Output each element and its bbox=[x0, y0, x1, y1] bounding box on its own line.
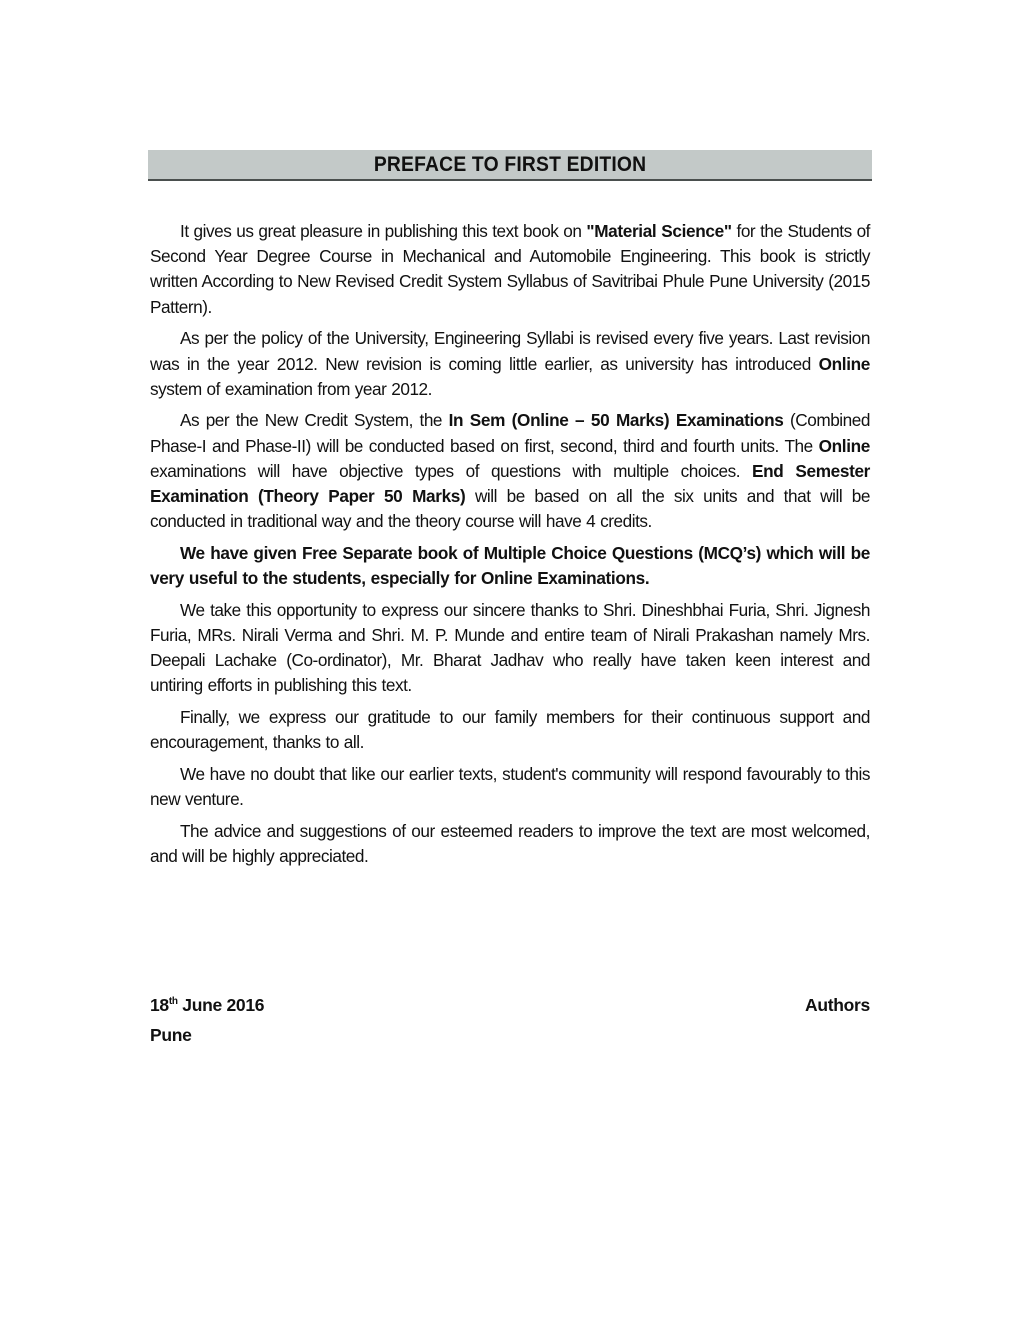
text: examinations will have objective types of questions with multiple choices. bbox=[150, 460, 752, 481]
paragraph bbox=[150, 326, 870, 402]
authors-label: Authors bbox=[805, 995, 870, 1015]
bold-text: Online bbox=[818, 353, 870, 374]
text: As per the New Credit System, the bbox=[180, 410, 449, 431]
place: Pune bbox=[150, 1025, 192, 1045]
preface-body bbox=[150, 219, 870, 876]
bold-text: Online bbox=[818, 435, 870, 456]
page-title-bar bbox=[148, 150, 872, 181]
bold-text: "Material Science" bbox=[586, 221, 732, 241]
text: We have no doubt that like our earlier texts, student's community will respond favourably to this new venture. bbox=[150, 764, 870, 810]
text: (Combined Phase-I and Phase-II) will be conducted based on first, second, third and fourth units. The bbox=[150, 410, 871, 456]
text: We take this opportunity to express our sincere thanks to Shri. Dineshbhai Furia, Shri. Jignesh Furia, MRs. Nirali Verma and Shri. M. P. Munde and entire team of Nirali Prakashan namely Mrs. Deepali Lachake (Co-ordinator), Mr. Bharat Jadhav who really have taken keen interest and untiring efforts in publishing this text. bbox=[150, 599, 870, 696]
text: As per the policy of the University, Engineering Syllabi is revised every five years. Last revision was in the year 2012. New revision is coming little earlier, as university has introduced bbox=[150, 328, 870, 374]
paragraph bbox=[150, 705, 870, 755]
bold-text: We have given Free Separate book of Multiple Choice Questions (MCQ’s) which will be very useful to the students, especially for Online Examinations. bbox=[150, 542, 870, 589]
text: The advice and suggestions of our esteemed readers to improve the text are most welcomed, and will be highly appreciated. bbox=[150, 820, 870, 867]
paragraph bbox=[150, 408, 870, 534]
text: for the Students of Second Year Degree Course in Mechanical and Automobile Engineering. This book is strictly written According to New Revised Credit System Syllabus of Savitribai Phule Pune University (2015 Pattern). bbox=[150, 221, 870, 317]
date: 18th June 2016 bbox=[150, 995, 265, 1015]
signature-block bbox=[150, 995, 870, 1046]
paragraph bbox=[150, 219, 870, 320]
text: system of examination from year 2012. bbox=[150, 378, 432, 399]
paragraph bbox=[150, 819, 870, 869]
page-title: PREFACE TO FIRST EDITION bbox=[373, 152, 647, 176]
text: Finally, we express our gratitude to our family members for their continuous support and encouragement, thanks to all. bbox=[150, 707, 870, 753]
paragraph bbox=[150, 541, 870, 591]
bold-text: End Semester Examination (Theory Paper 50 Marks) bbox=[150, 460, 871, 507]
paragraph bbox=[150, 598, 870, 699]
text: It gives us great pleasure in publishing this text book on bbox=[180, 221, 587, 241]
bold-text: In Sem (Online – 50 Marks) Examinations bbox=[448, 410, 784, 431]
paragraph bbox=[150, 762, 870, 812]
text: will be based on all the six units and that will be conducted in traditional way and the theory course will have 4 credits. bbox=[150, 486, 870, 532]
